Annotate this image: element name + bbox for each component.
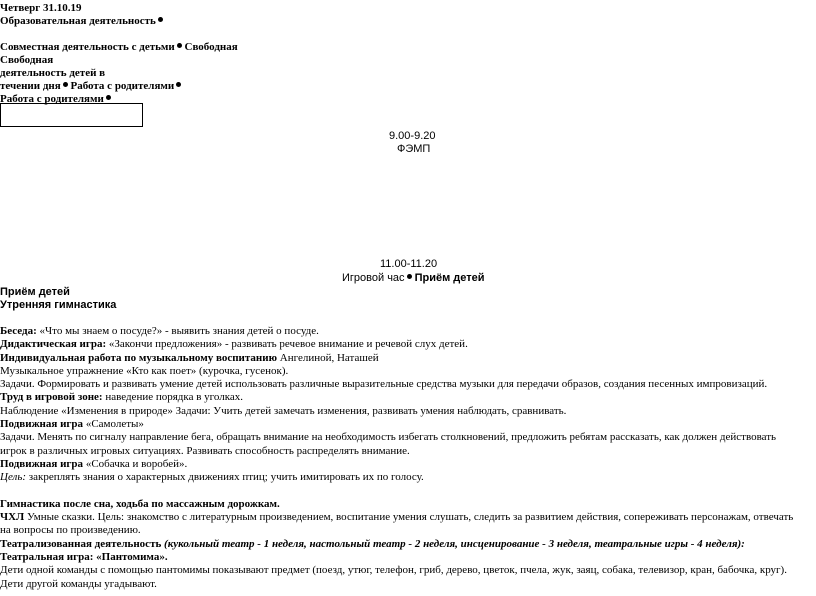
time-slot-1: 9.00-9.20 xyxy=(389,130,436,142)
tasks-music-line: Задачи. Формировать и развивать умение детей использовать различные выразительные средства музыки для передачи образов, создания песенных импровизаций. xyxy=(0,378,768,391)
mobile-game-1-line xyxy=(0,418,816,431)
didactic-game-text: «Закончи предложения» - развивать речевое внимание и речевой слух детей. xyxy=(106,338,468,351)
mobile-game-2-line xyxy=(0,458,816,471)
during-day-label: течении дня xyxy=(0,80,61,92)
morning-reception-heading: Приём детей xyxy=(0,286,70,298)
bullet-icon xyxy=(158,17,163,22)
theatre-label: Театрализованная деятельность xyxy=(0,537,162,550)
joint-activity-label: Совместная деятельность с детьми xyxy=(0,41,175,53)
work-parents-label: Работа с родителями xyxy=(70,80,175,92)
labor-line xyxy=(0,391,816,404)
goal-text: закреплять знания о характерных движениях птиц; учить имитировать их по голосу. xyxy=(26,471,424,484)
tasks-running-line-1: Задачи. Менять по сигналу направление бега, обращать внимание на необходимость избегать столкновений, предложить ребятам рассказать, как должен действовать xyxy=(0,431,777,444)
blank-line xyxy=(0,485,816,498)
conversation-text: «Что мы знаем о посуде?» - выявить знания детей о посуде. xyxy=(36,325,319,337)
didactic-game-line xyxy=(0,338,816,351)
individual-work-line xyxy=(0,352,816,365)
after-sleep-line: Гимнастика после сна, ходьба по массажным дорожкам. xyxy=(0,497,280,510)
individual-work-label: Индивидуальная работа по музыкальному воспитанию xyxy=(0,351,277,364)
reception-label: Приём детей xyxy=(414,272,485,284)
conversation-label: Беседа: xyxy=(0,325,37,337)
mobile-game-2-text: «Собачка и воробей». xyxy=(83,457,188,470)
game-hour-line xyxy=(342,272,485,285)
team2-line: Дети другой команды угадывают. xyxy=(0,577,157,590)
org-activity-label: Образовательная деятельность xyxy=(0,15,156,27)
org-activity-heading xyxy=(0,15,163,28)
labor-text: наведение порядка в уголках. xyxy=(102,391,244,404)
joint-activity-heading xyxy=(0,41,238,54)
mobile-game-2-label: Подвижная игра xyxy=(0,457,84,470)
music-exercise-line: Музыкальное упражнение «Кто как поет» (курочка, гусенок). xyxy=(0,364,289,377)
subject-femp: ФЭМП xyxy=(397,143,431,155)
labor-label: Труд в игровой зоне: xyxy=(0,391,103,404)
mobile-game-1-label: Подвижная игра xyxy=(0,418,84,431)
bullet-icon xyxy=(177,43,182,48)
team1-line: Дети одной команды с помощью пантомимы показывают предмет (поезд, утюг, телефон, гриб, дерево, цветок, пчела, жук, заяц, собака, телевизор, кран, бабочка, круг). xyxy=(0,564,787,577)
activity-in-day-label: деятельность детей в xyxy=(0,67,106,79)
goal-label: Цель: xyxy=(0,471,27,484)
conversation-line xyxy=(0,325,816,338)
bullet-icon xyxy=(176,82,181,87)
date-heading: Четверг 31.10.19 xyxy=(0,2,82,14)
tasks-running-line-2: игрок в различных игровых ситуациях. Развивать способность распределять внимание. xyxy=(0,444,410,457)
theatre-text: (кукольный театр - 1 неделя, настольный театр - 2 неделя, инсценирование - 3 неделя, театральные игры - 4 неделя): xyxy=(161,537,745,550)
work-parents-label-2: Работа с родителями xyxy=(0,93,104,105)
theatre-game-line: Театральная игра: «Пантомима». xyxy=(0,551,168,564)
chl-line-1 xyxy=(0,511,816,524)
chl-text-1: Умные сказки. Цель: знакомство с литературным произведением, воспитание умения слушать, следить за развитием действия, сопереживать персонажам, отвечать xyxy=(24,511,794,524)
bullet-icon xyxy=(407,274,412,279)
mobile-game-1-text: «Самолеты» xyxy=(83,418,144,431)
observation-line: Наблюдение «Изменения в природе» Задачи: Учить детей замечать изменения, развивать умения наблюдать, сравнивать. xyxy=(0,404,567,417)
theatre-line xyxy=(0,538,816,551)
time-slot-2: 11.00-11.20 xyxy=(380,258,438,270)
game-hour-label: Игровой час xyxy=(342,272,405,284)
bullet-icon xyxy=(106,95,111,100)
individual-work-text: Ангелиной, Наташей xyxy=(277,351,379,364)
chl-line-2: на вопросы по произведению. xyxy=(0,524,141,537)
chl-label: ЧХЛ xyxy=(0,511,25,524)
free-label: Свободная xyxy=(184,41,238,53)
bullet-icon xyxy=(63,82,68,87)
free-activity-label: Свободная xyxy=(0,54,54,66)
empty-table-cell xyxy=(0,103,143,127)
morning-gymnastics-heading: Утренняя гимнастика xyxy=(0,299,117,311)
didactic-game-label: Дидактическая игра: xyxy=(0,338,107,351)
during-day-heading xyxy=(0,80,181,93)
goal-line xyxy=(0,471,816,484)
plan-body xyxy=(0,325,816,591)
